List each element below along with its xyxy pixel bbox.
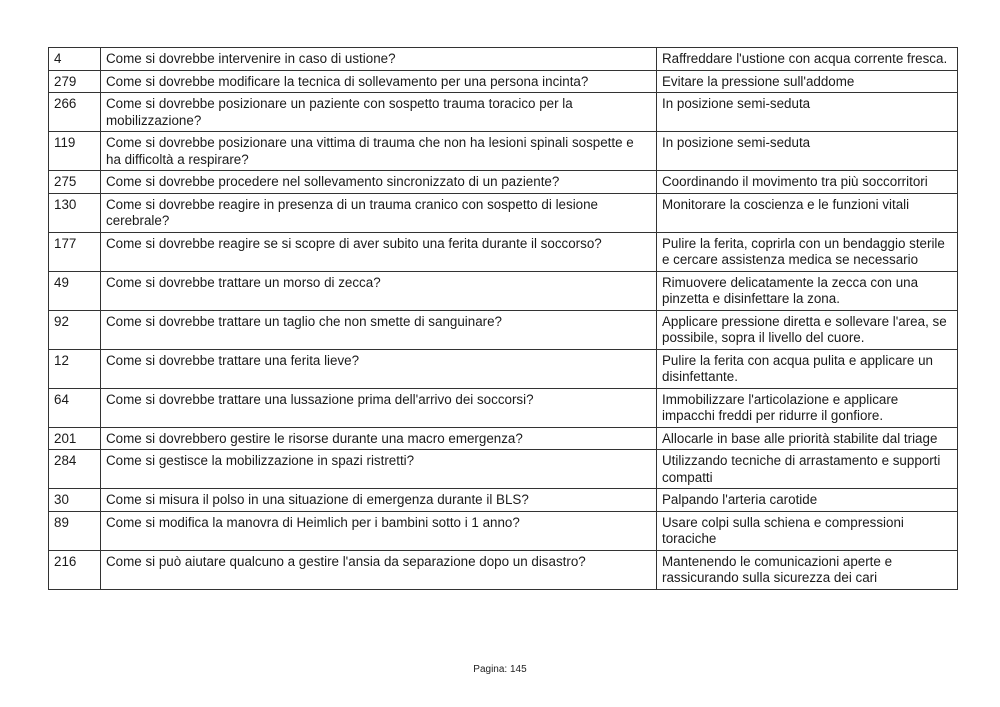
row-id-cell: 177 [49,232,101,271]
row-question-cell: Come si gestisce la mobilizzazione in spazi ristretti? [101,450,657,489]
row-id-cell: 4 [49,48,101,71]
row-answer-cell: Monitorare la coscienza e le funzioni vitali [657,193,958,232]
row-answer-cell: Coordinando il movimento tra più soccorritori [657,171,958,194]
row-answer-cell: Raffreddare l'ustione con acqua corrente fresca. [657,48,958,71]
row-answer-cell: Evitare la pressione sull'addome [657,70,958,93]
row-question-cell: Come si dovrebbe intervenire in caso di ustione? [101,48,657,71]
row-question-cell: Come si può aiutare qualcuno a gestire l'ansia da separazione dopo un disastro? [101,550,657,589]
table-row [49,132,958,171]
table-row [49,349,958,388]
row-id-cell: 119 [49,132,101,171]
table-row [49,310,958,349]
table-row [49,48,958,71]
row-id-cell: 201 [49,427,101,450]
page-number: Pagina: 145 [473,664,527,675]
row-id-cell: 130 [49,193,101,232]
table-row [49,450,958,489]
row-answer-cell: Rimuovere delicatamente la zecca con una pinzetta e disinfettare la zona. [657,271,958,310]
row-id-cell: 92 [49,310,101,349]
row-question-cell: Come si dovrebbe reagire in presenza di un trauma cranico con sospetto di lesione cerebrale? [101,193,657,232]
row-id-cell: 275 [49,171,101,194]
row-question-cell: Come si dovrebbe modificare la tecnica di sollevamento per una persona incinta? [101,70,657,93]
row-id-cell: 279 [49,70,101,93]
row-id-cell: 284 [49,450,101,489]
row-answer-cell: In posizione semi-seduta [657,132,958,171]
row-question-cell: Come si dovrebbe procedere nel sollevamento sincronizzato di un paziente? [101,171,657,194]
row-question-cell: Come si dovrebbe trattare una ferita lieve? [101,349,657,388]
table-row [49,427,958,450]
row-question-cell: Come si modifica la manovra di Heimlich per i bambini sotto i 1 anno? [101,511,657,550]
row-answer-cell: Mantenendo le comunicazioni aperte e rassicurando sulla sicurezza dei cari [657,550,958,589]
row-question-cell: Come si dovrebbe trattare un taglio che non smette di sanguinare? [101,310,657,349]
table-row [49,511,958,550]
row-answer-cell: Usare colpi sulla schiena e compressioni toraciche [657,511,958,550]
row-id-cell: 49 [49,271,101,310]
table-row [49,271,958,310]
row-id-cell: 64 [49,388,101,427]
row-answer-cell: Pulire la ferita con acqua pulita e applicare un disinfettante. [657,349,958,388]
qa-table-body [49,48,958,590]
table-row [49,489,958,512]
row-id-cell: 89 [49,511,101,550]
table-row [49,550,958,589]
row-answer-cell: Utilizzando tecniche di arrastamento e supporti compatti [657,450,958,489]
row-id-cell: 12 [49,349,101,388]
row-id-cell: 30 [49,489,101,512]
row-answer-cell: Palpando l'arteria carotide [657,489,958,512]
table-row [49,171,958,194]
row-question-cell: Come si dovrebbe trattare un morso di zecca? [101,271,657,310]
row-answer-cell: Pulire la ferita, coprirla con un bendaggio sterile e cercare assistenza medica se necessario [657,232,958,271]
row-question-cell: Come si misura il polso in una situazione di emergenza durante il BLS? [101,489,657,512]
row-question-cell: Come si dovrebbe posizionare un paziente con sospetto trauma toracico per la mobilizzazione? [101,93,657,132]
table-row [49,232,958,271]
row-answer-cell: Applicare pressione diretta e sollevare l'area, se possibile, sopra il livello del cuore. [657,310,958,349]
row-question-cell: Come si dovrebbe trattare una lussazione prima dell'arrivo dei soccorsi? [101,388,657,427]
row-id-cell: 266 [49,93,101,132]
table-row [49,388,958,427]
row-question-cell: Come si dovrebbe reagire se si scopre di aver subito una ferita durante il soccorso? [101,232,657,271]
row-id-cell: 216 [49,550,101,589]
table-row [49,93,958,132]
qa-table [48,47,958,590]
table-row [49,70,958,93]
row-question-cell: Come si dovrebbe posizionare una vittima di trauma che non ha lesioni spinali sospette e ha difficoltà a respirare? [101,132,657,171]
row-question-cell: Come si dovrebbero gestire le risorse durante una macro emergenza? [101,427,657,450]
row-answer-cell: Allocarle in base alle priorità stabilite dal triage [657,427,958,450]
row-answer-cell: Immobilizzare l'articolazione e applicare impacchi freddi per ridurre il gonfiore. [657,388,958,427]
table-row [49,193,958,232]
row-answer-cell: In posizione semi-seduta [657,93,958,132]
